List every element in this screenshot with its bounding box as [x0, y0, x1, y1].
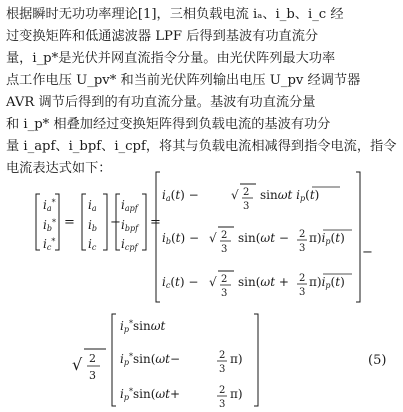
sqrt-2-3: √ [231, 188, 239, 202]
icpf: icpf [121, 237, 138, 252]
paragraph-line: 量 i_apf、i_bpf、i_cpf，将其与负载电流相减得到指令电流，指令 [6, 139, 397, 154]
svg-text:π): π) [230, 352, 243, 366]
sqrt-2-3-factor: √ [72, 355, 83, 374]
ia-star: ia* [43, 198, 56, 213]
svg-text:π)ip(t): π)ip(t) [309, 275, 345, 290]
svg-text:2: 2 [299, 229, 306, 240]
rhs-row-1: ia(t) − [162, 188, 199, 203]
paragraph-line: 点工作电压 U_pv* 和当前光伏阵列输出电压 U_pv 经调节器 [6, 73, 361, 88]
svg-text:3: 3 [299, 243, 306, 254]
svg-text:2: 2 [221, 274, 228, 285]
svg-text:2: 2 [221, 230, 228, 241]
svg-text:2: 2 [243, 187, 250, 198]
paragraph-line: AVR 调节后得到的有功直流分量。基波有功直流分量 [6, 95, 316, 110]
equals-sign: = [150, 215, 161, 230]
svg-text:2: 2 [219, 350, 226, 361]
second-row-3: ip*sin(ωt+ [120, 387, 181, 402]
rhs-row-3: ic(t) − [162, 275, 199, 290]
ibpf: ibpf [121, 218, 139, 233]
second-row-2: ip*sin(ωt− [120, 352, 181, 367]
equals-sign: = [64, 215, 75, 230]
paragraph-line: 电流表达式如下： [6, 161, 112, 176]
second-row-1: ip*sinωt [120, 319, 166, 334]
minus-sign: − [110, 215, 121, 230]
svg-text:3: 3 [243, 201, 250, 212]
rhs-row-2: ib(t) − [162, 231, 200, 246]
ia: ia [88, 198, 97, 213]
svg-text:√: √ [209, 275, 217, 289]
ib-star: ib* [43, 218, 56, 233]
ic-star: ic* [43, 237, 56, 252]
paragraph-line: 量，i_p*是光伏并网直流指令分量。由光伏阵列最大功率 [6, 51, 336, 66]
ib: ib [88, 218, 97, 233]
svg-text:3: 3 [219, 399, 226, 410]
svg-text:2: 2 [219, 385, 226, 396]
svg-text:sin(ωt −: sin(ωt − [238, 231, 289, 245]
iapf: iapf [121, 198, 138, 213]
svg-text:3: 3 [89, 369, 96, 382]
svg-text:π)ip(t): π)ip(t) [309, 231, 345, 246]
paragraph-line: 根据瞬时无功功率理论[1]，三相负载电流 iₐ、i_b、i_c 经 [6, 7, 344, 22]
equation-number: (5) [368, 353, 387, 368]
minus-sign: − [362, 245, 373, 260]
svg-text:3: 3 [219, 364, 226, 375]
svg-text:2: 2 [89, 352, 96, 365]
paragraph-line: 和 i_p* 相叠加经过变换矩阵得到负载电流的基波有功分 [6, 117, 331, 132]
svg-text:2: 2 [299, 273, 306, 284]
svg-text:3: 3 [221, 244, 228, 255]
svg-text:3: 3 [299, 287, 306, 298]
paragraph-line: 过变换矩阵和低通滤波器 LPF 后得到基波有功直流分 [6, 29, 319, 44]
ic: ic [88, 237, 97, 252]
svg-text:sin(ωt +: sin(ωt + [238, 275, 289, 289]
svg-text:π): π) [230, 387, 243, 401]
svg-text:3: 3 [221, 288, 228, 299]
svg-text:√: √ [209, 231, 217, 245]
svg-text:sinωt ip(t): sinωt ip(t) [260, 188, 320, 203]
